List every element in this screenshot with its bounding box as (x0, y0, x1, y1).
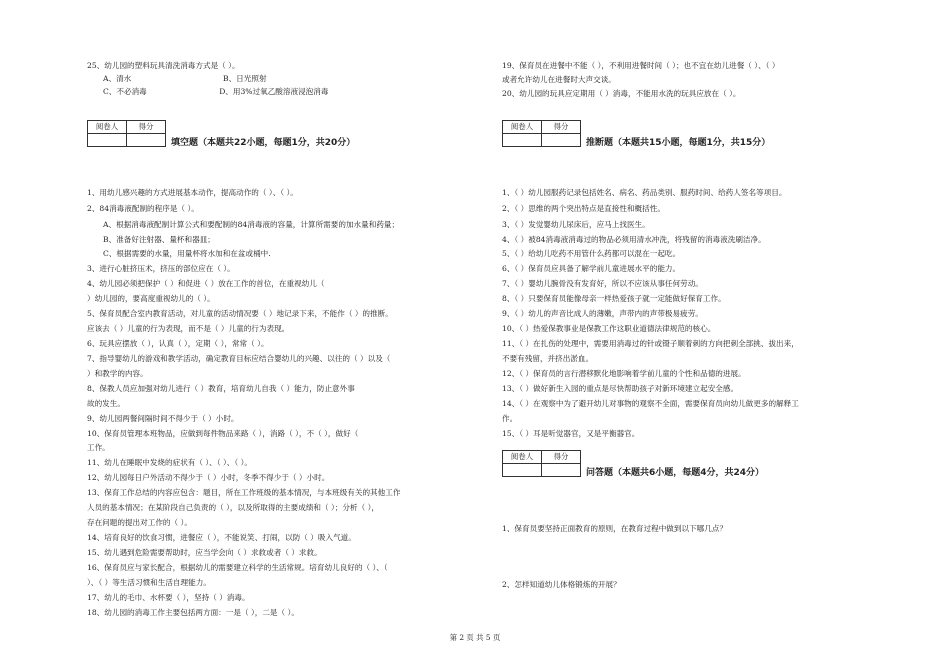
fill-line: 9、幼儿园两餐间隔时间不得少于（ ）小时。 (87, 414, 239, 423)
judge-line: 12、（ ）保育员的言行潜移默化地影响着学前儿童的个性和品德的进展。 (502, 369, 746, 378)
judge-line: 11、（ ）在扎伤的处理中，需要用消毒过的针或镊子顺着刺的方向把刺全部挑、拔出来， (502, 339, 799, 348)
question-20-line: 20、幼儿园的玩具应定期用（ ）消毒，不能用水洗的玩具应放在（ ）。 (502, 89, 741, 98)
fill-line: 16、保育员应与家长配合，根据幼儿的需要建立科学的生活常规。培育幼儿良好的（ ）、（ (87, 563, 388, 572)
judge-line: 不要有残留，并挤出淤血。 (502, 354, 594, 363)
reviewer-label: 阅卷人 (503, 451, 542, 464)
section-title-qa: 问答题（本题共6小题，每题4分，共24分） (586, 468, 765, 478)
fill-line: C、根据需要的水量，用量杯将水加和在盆或桶中. (103, 249, 271, 258)
score-label: 得分 (542, 121, 581, 134)
reviewer-label: 阅卷人 (503, 121, 542, 134)
section-title-fill-in: 填空题（本题共22小题，每题1分，共20分） (171, 138, 356, 148)
judge-line: 2、（ ）思维的两个突出特点是直接性和概括性。 (502, 204, 665, 213)
fill-line: 8、保教人员应加强对幼儿进行（ ）教育，培育幼儿自我（ ）能力，防止意外事 (87, 384, 355, 393)
reviewer-cell (503, 134, 542, 147)
fill-line: ）幼儿园的，要高度重视幼儿的（ ）。 (87, 294, 215, 303)
question-25-options-cd: C、不必消毒 D、用3%过氧乙酸溶液浸泡消毒 (103, 87, 329, 96)
judge-line: 7、（ ）婴幼儿腕骨没有发育好，所以不应该从事任何劳动。 (502, 279, 703, 288)
judge-line: 10、（ ）热爱保教事业是保教工作这职业道德法律规范的核心。 (502, 324, 716, 333)
fill-line: 17、幼儿的毛巾、水杯要（ ），坚持（ ）消毒。 (87, 593, 250, 602)
score-cell (127, 134, 166, 147)
score-cell (542, 464, 581, 477)
section-title-judge: 推断题（本题共15小题，每题1分，共15分） (586, 138, 771, 148)
fill-line: 工作。 (87, 443, 110, 452)
fill-line: A、根据消毒液配制计算公式和要配制的84消毒液的容量，计算所需要的加水量和药量； (103, 220, 400, 229)
judge-line: 8、（ ）只要保育员能像母亲一样热爱孩子就一定能做好保育工作。 (502, 294, 726, 303)
judge-line: 作。 (502, 414, 518, 423)
score-box-fill (87, 120, 166, 147)
reviewer-label: 阅卷人 (88, 121, 127, 134)
judge-line: 14、（ ）在观察中为了避开幼儿对事物的观察不全面，需要保育员向幼儿做更多的解释工 (502, 399, 799, 408)
judge-line: 13、（ ）做好新生入园的重点是尽快帮助孩子对新环境建立起安全感。 (502, 384, 739, 393)
fill-line: 12、幼儿园每日户外活动不得少于（ ）小时，冬季不得少于（ ）小时。 (87, 473, 330, 482)
fill-line: 5、保育员配合室内教育活动，对儿童的活动情况要（ ）地记录下来，不能作（ ）的推断。 (87, 309, 393, 318)
score-label: 得分 (542, 451, 581, 464)
fill-line: 15、幼儿遇到危险需要帮助时，应当学会向（ ）求救或者（ ）求救。 (87, 548, 322, 557)
question-25-stem: 25、幼儿园的塑料玩具清洗消毒方式是（ ）。 (87, 61, 240, 70)
fill-line: 3、进行心脏挤压术，挤压的部位应在（ ）。 (87, 264, 235, 273)
fill-line: ）、（ ）等生活习惯和生活自理能力。 (87, 578, 211, 587)
fill-line: 11、幼儿在睡眠中发烧的症状有（ ）、（ ）、（ ）。 (87, 458, 252, 467)
fill-line: 7、指导婴幼儿的游戏和教学活动，确定教育目标应结合婴幼儿的兴趣、以往的（ ）以及（ (87, 354, 391, 363)
fill-line: 故的发生。 (87, 399, 125, 408)
judge-line: 6、（ ）保育员应具备了解学前儿童进展水平的能力。 (502, 264, 681, 273)
reviewer-cell (503, 464, 542, 477)
fill-line: 2、84消毒液配制的程序是（ ）。 (87, 204, 199, 213)
score-label: 得分 (127, 121, 166, 134)
fill-line: 4、幼儿园必须把保护（ ）和促进（ ）放在工作的首位，在重视幼儿（ (87, 279, 325, 288)
judge-line: 3、（ ）发觉婴幼儿尿床后，应马上找医生。 (502, 220, 650, 229)
page-number: 第 2 页 共 5 页 (449, 633, 501, 642)
judge-line: 9、（ ）幼儿的声音比成人的薄嫩，声带内的声带极易疲劳。 (502, 309, 703, 318)
fill-line: 存在问题的提出对工作的（ ）。 (87, 518, 192, 527)
question-25-options-ab: A、清水 B、日光照射 (103, 74, 267, 83)
qa-question: 2、怎样知道幼儿体格锻炼的开展？ (502, 580, 621, 589)
judge-line: 4、（ ）被84消毒液消毒过的物品必须用清水冲洗，将残留的消毒液洗刷洁净。 (502, 235, 766, 244)
score-box-judge (502, 120, 581, 147)
score-cell (542, 134, 581, 147)
fill-line: 10、保育员管理本班物品，应做到每件物品来路（ ），消路（ ），不（ ），做好（ (87, 429, 359, 438)
fill-line: B、准备好注射器、量杯和器皿； (103, 235, 215, 244)
fill-line: 13、保育工作总结的内容应包含：题目，所在工作班级的基本情况，与本班级有关的其他工作 (87, 488, 401, 497)
fill-line: 应该去（ ）儿童的行为表现，而不是（ ）儿童的行为表现。 (87, 324, 290, 333)
fill-line: 6、玩具应摆放（ ），认真（ ），定期（ ），常常（ ）。 (87, 339, 269, 348)
qa-question: 1、保育员要坚持正面教育的原则，在教育过程中做到以下哪几点？ (502, 524, 728, 533)
reviewer-cell (88, 134, 127, 147)
question-19-line: 19、保育员在进餐中不能（ ），不利用进餐时间（ ）；也不宜在幼儿进餐（ ）、（ ） (502, 61, 780, 70)
judge-line: 15、（ ）耳是听觉器官，又是平衡器官。 (502, 429, 640, 438)
judge-line: 5、（ ）给幼儿吃药不用管什么药都可以混在一起吃。 (502, 249, 681, 258)
fill-line: 14、培育良好的饮食习惯，进餐应（ ），不能说笑、打闹，以防（ ）吸入气道。 (87, 533, 356, 542)
judge-line: 1、（ ）幼儿园服药记录包括姓名、病名、药品类别、服药时间、给药人签名等项目。 (502, 188, 787, 197)
fill-line: 18、幼儿园的消毒工作主要包括两方面：一是（ ），二是（ ）。 (87, 608, 299, 617)
fill-line: 1、用幼儿感兴趣的方式进展基本动作，提高动作的（ ）、（ ）。 (87, 188, 298, 197)
score-box-qa (502, 450, 581, 477)
fill-line: 人员的基本情况；在某阶段自己负责的（ ），以及所取得的主要成绩和（ ）；分析（ ）， (87, 503, 379, 512)
question-19-line: 或者允许幼儿在进餐时大声交谈。 (502, 75, 616, 84)
fill-line: ）和教学的内容。 (87, 369, 148, 378)
